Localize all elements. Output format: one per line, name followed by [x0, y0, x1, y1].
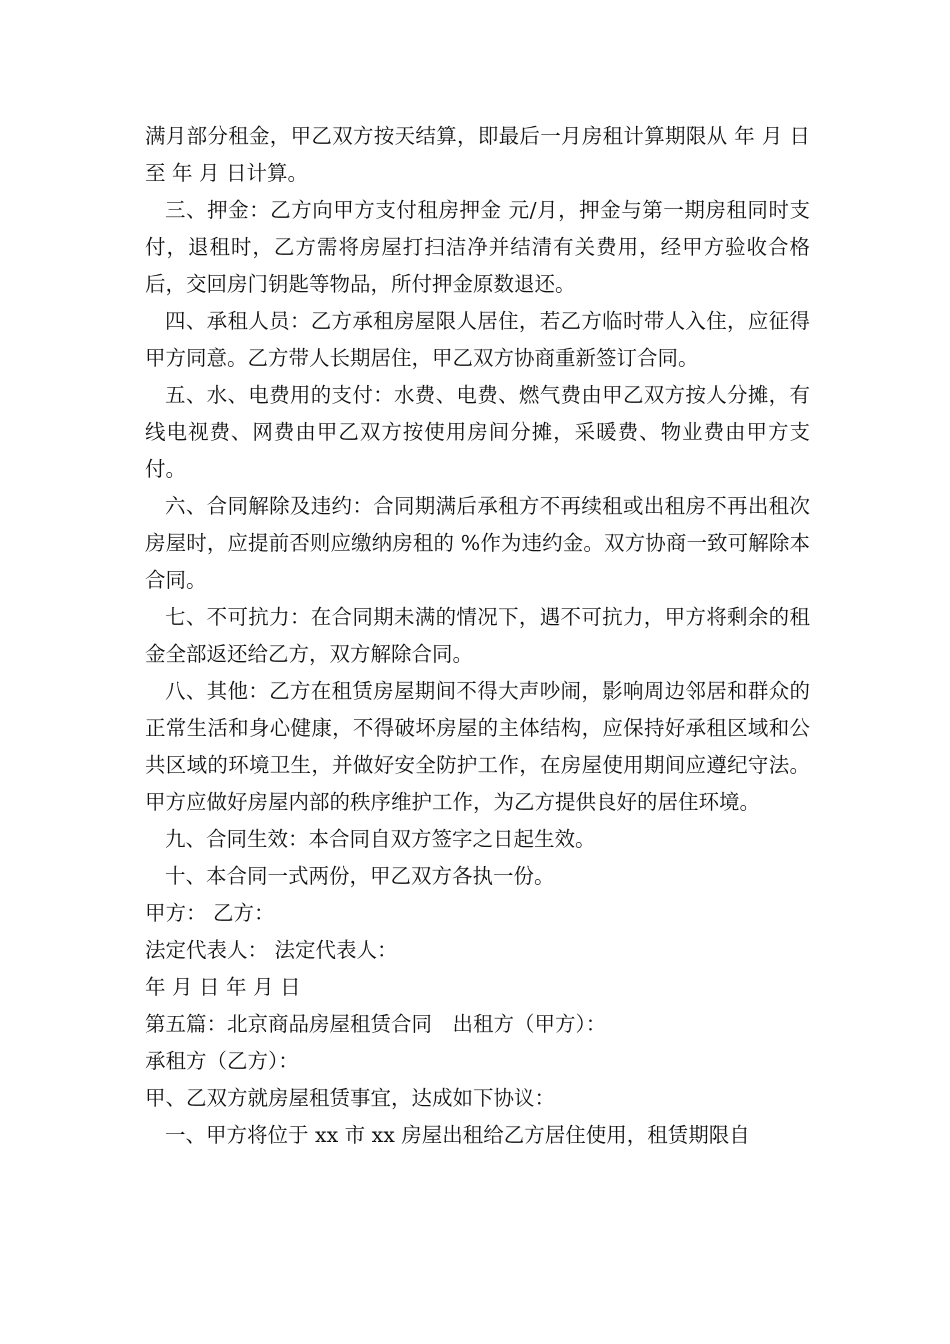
- signature-representatives: 法定代表人： 法定代表人：: [145, 938, 398, 962]
- paragraph-force-majeure: 七、不可抗力：在合同期未满的情况下，遇不可抗力，甲方将剩余的租金全部返还给乙方，双方解除合同。: [145, 605, 810, 666]
- document-body: [145, 118, 810, 1154]
- paragraph-utilities: 五、水、电费用的支付：水费、电费、燃气费由甲乙双方按人分摊，有线电视费、网费由甲乙双方按使用房间分摊，采暖费、物业费由甲方支付。: [145, 383, 810, 481]
- agreement-intro: 甲、乙双方就房屋租赁事宜，达成如下协议：: [145, 1086, 555, 1110]
- paragraph-clause-one: 一、甲方将位于 xx 市 xx 房屋出租给乙方居住使用，租赁期限自: [165, 1123, 750, 1147]
- paragraph-rent-settlement: 满月部分租金，甲乙双方按天结算，即最后一月房租计算期限从 年 月 日至 年 月 日计算。: [145, 124, 810, 185]
- signature-parties: 甲方： 乙方：: [145, 901, 275, 925]
- section-heading-part-five: 第五篇：北京商品房屋租赁合同 出租方（甲方）：: [145, 1012, 607, 1036]
- paragraph-other: 八、其他：乙方在租赁房屋期间不得大声吵闹，影响周边邻居和群众的正常生活和身心健康，不得破坏房屋的主体结构，应保持好承租区域和公共区域的环境卫生，并做好安全防护工作，在房屋使用期间应遵纪守法。甲方应做好房屋内部的秩序维护工作，为乙方提供良好的居住环境。: [145, 679, 810, 814]
- paragraph-tenants: 四、承租人员：乙方承租房屋限人居住，若乙方临时带人入住，应征得甲方同意。乙方带人长期居住，甲乙双方协商重新签订合同。: [145, 309, 810, 370]
- paragraph-effectiveness: 九、合同生效：本合同自双方签字之日起生效。: [165, 827, 596, 851]
- paragraph-deposit: 三、押金：乙方向甲方支付租房押金 元/月，押金与第一期房租同时支付，退租时，乙方需将房屋打扫洁净并结清有关费用，经甲方验收合格后，交回房门钥匙等物品，所付押金原数退还。: [145, 198, 810, 296]
- paragraph-termination: 六、合同解除及违约：合同期满后承租方不再续租或出租房不再出租次房屋时，应提前否则应缴纳房租的 %作为违约金。双方协商一致可解除本合同。: [145, 494, 810, 592]
- signature-dates: 年 月 日 年 月 日: [145, 975, 301, 999]
- paragraph-copies: 十、本合同一式两份，甲乙双方各执一份。: [165, 864, 555, 888]
- party-b-line: 承租方（乙方）：: [145, 1049, 299, 1073]
